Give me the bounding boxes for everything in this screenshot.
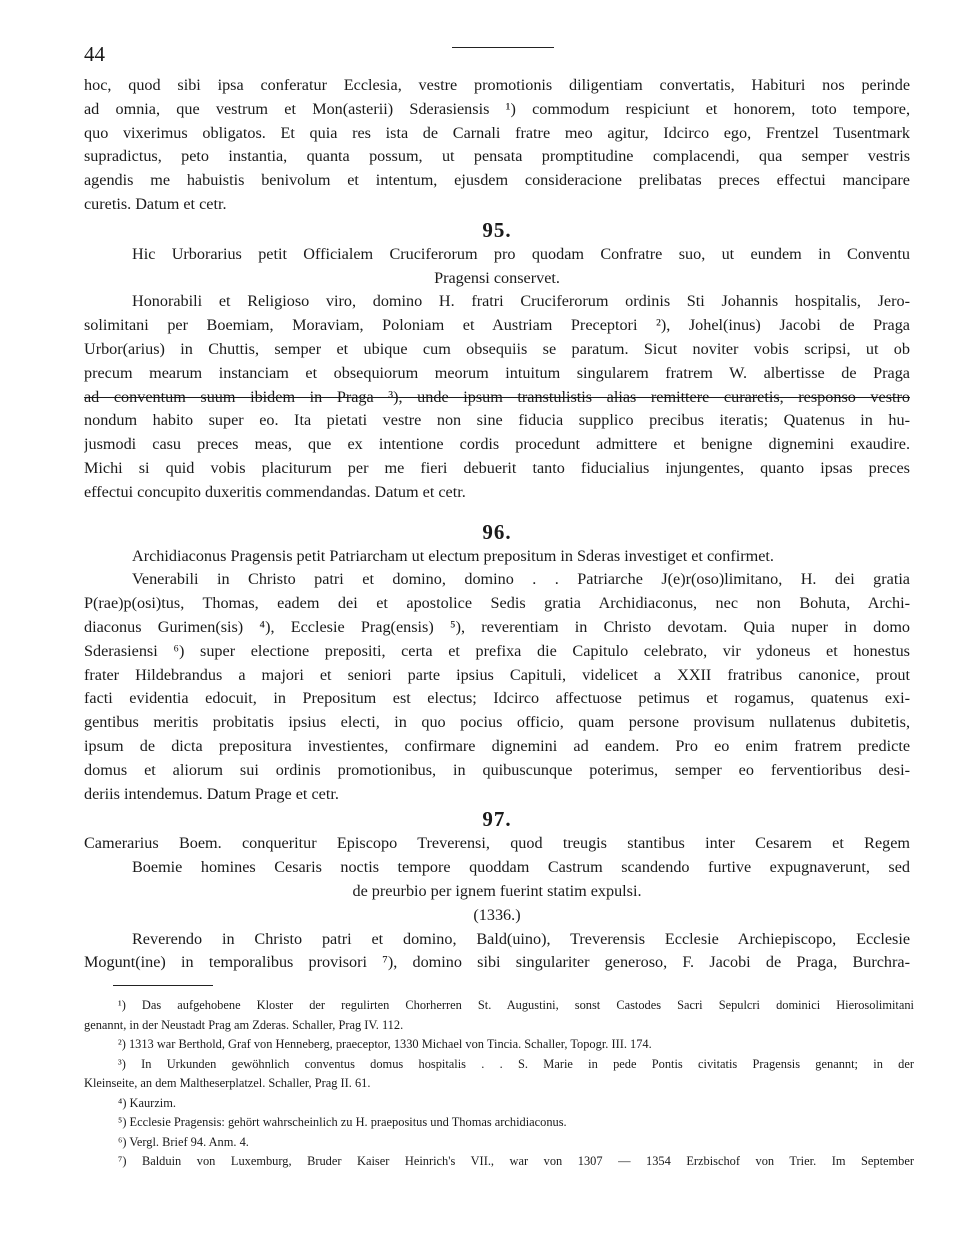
text-line: frater Hildebrandus a majori et seniori parte ipsius Capituli, videlicet a XXII fratribus canonice, prout — [84, 665, 910, 684]
footnote-line: ¹) Das aufgehobene Kloster der regulirten Chorherren St. Augustini, sonst Castodes Sacri Sepulcri dominici Hierosolimitani — [118, 998, 914, 1012]
text-line: Michi si quid vobis placiturum per me fieri debuerit tanto fiducialius injungentes, quanto ipsas preces — [84, 458, 910, 477]
text-line: nondum habito super eo. Ita pietati vestre non sine fiducia supplico precibus iteratis; Quatenus in hu- — [84, 411, 910, 430]
text-line: Honorabili et Religioso viro, domino H. fratri Cruciferorum ordinis Sti Johannis hospitalis, Jero- — [132, 292, 910, 311]
text-line: supradictus, peto instantia, quanta possum, ut pensata promptitudine complacendi, qua semper vestris — [84, 147, 910, 166]
letter-96 — [84, 519, 910, 807]
footnote-line: ⁶) Vergl. Brief 94. Anm. 4. — [118, 1134, 249, 1149]
text-line: hoc, quod sibi ipsa conferatur Ecclesia, vestre promotionis diligentiam convertatis, Habituri nos perinde — [84, 76, 910, 94]
footnotes — [84, 996, 914, 1172]
page-number: 44 — [84, 42, 105, 66]
footnote-line: ⁵) Ecclesie Pragensis: gehört wahrscheinlich zu H. praepositus und Thomas archidiaconus. — [118, 1115, 567, 1129]
letter-title: Archidiaconus Pragensis petit Patriarcham ut electum prepositum in Sderas investiget et confirmet. — [132, 546, 774, 565]
letter-title: Camerarius Boem. conqueritur Episcopo Treverensi, quod treugis stantibus inter Cesarem et Regem — [84, 834, 910, 853]
text-line: effectui concupito duxeritis commendandas. Datum et cetr. — [84, 482, 466, 501]
text-line: domus et aliorum sui ordinis promotionibus, in quibuscunque poterimus, semper eo ferventioribus desi- — [84, 760, 910, 779]
text-line: curetis. Datum et cetr. — [84, 194, 227, 213]
text-line: Sderasiensi ⁶) super electione prepositi, certa et prefixa die Capitulo celebrato, vir ydoneus et honestus — [84, 641, 910, 660]
letter-year: (1336.) — [473, 905, 521, 924]
letter-title: Boemie homines Cesaris noctis tempore quoddam Castrum scandendo furtive expugnaverunt, sed — [132, 858, 910, 877]
text-line: agendis me habuistis benivolum et intentum, ejusdem consideracione prelibatas preces effectui mancipare — [84, 171, 910, 190]
letter-97 — [84, 806, 910, 975]
letter-title: Pragensi conservet. — [434, 268, 560, 287]
letter-95 — [84, 217, 910, 505]
text-line: solimitani per Boemiam, Moraviam, Poloniam et Austriam Preceptori ²), Johel(inus) Jacobi de Praga — [84, 316, 910, 335]
text-line: gentibus meritis probitatis ipsius electi, in quo pocius officio, quam persone provisum nullatenus dubitetis, — [84, 713, 910, 732]
main-text — [84, 74, 910, 975]
text-line: Venerabili in Christo patri et domino, domino . . Patriarche J(e)r(oso)limitano, H. dei gratia — [132, 570, 910, 589]
text-line: quo vixerimus obligatos. Et quia res ista de Carnali fratre meo agitur, Idcirco ego, Frentzel Tusentmark — [84, 123, 910, 142]
footnote-line: ³) In Urkunden gewöhnlich conventus domus hospitalis . . S. Marie in pede Pontis civitatis Pragensis genannt; in der — [118, 1056, 914, 1071]
struck-text-line: ad conventum suum ibidem in Praga ³), unde ipsum transtulistis alias remittere curaretis, responso vestro — [84, 387, 910, 406]
header-rule — [452, 47, 554, 48]
text-line: Urbor(arius) in Chuttis, semper et ubique cum obsequiis se paratum. Sicut noviter vobis scripsi, ut ob — [84, 339, 910, 358]
footnote-line: ²) 1313 war Berthold, Graf von Henneberg, praeceptor, 1330 Michael von Tincia. Schaller, Topogr. III. 174. — [118, 1037, 652, 1051]
letter-title: Hic Urborarius petit Officialem Cruciferorum pro quodam Confratre suo, ut eundem in Conventu — [132, 244, 910, 263]
text-line: ipsum de dicta prepositura investientes, confirmare dignemini ad eandem. Pro eo enim fratrem predicte — [84, 736, 910, 755]
text-line: deriis intendemus. Datum Prage et cetr. — [84, 784, 339, 803]
text-line: facti evidentia edocuit, in Prepositum est electus; Idcirco affectuose petimus et rogamus, quatenus exi- — [84, 689, 910, 708]
text-line: Mogunt(ine) in temporalibus provisori ⁷), domino sibi singulariter generoso, F. Jacobi de Praga, Burchra- — [84, 953, 910, 972]
letter-number: 96. — [482, 519, 512, 544]
text-line: Reverendo in Christo patri et domino, Bald(uino), Treverensis Ecclesie Archiepiscopo, Ecclesie — [132, 929, 910, 948]
footnote-line: ⁴) Kaurzim. — [118, 1095, 176, 1110]
letter-title: de preurbio per ignem fuerint statim expulsi. — [352, 881, 642, 900]
text-line: P(rae)p(osi)tus, Thomas, eadem dei et apostolice Sedis gratia Archidiaconus, nec non Bohuta, Archi- — [84, 594, 910, 613]
text-line: jusmodi casu preces meas, que ex intentione cordis procedunt admittere et benigne dignemini exaudire. — [84, 435, 910, 454]
text-line: diaconus Gurimen(sis) ⁴), Ecclesie Prag(ensis) ⁵), reverentiam in Christo devotam. Quia nuper in domo — [84, 617, 910, 636]
text-line: ad omnia, que vestrum et Mon(asterii) Sderasiensis ¹) commodum respiciunt et honorem, toto tempore, — [84, 99, 910, 118]
footnote-rule — [113, 985, 213, 986]
previous-letter-ending — [84, 74, 910, 217]
letter-number: 97. — [482, 807, 512, 832]
footnote-line: ⁷) Balduin von Luxemburg, Bruder Kaiser Heinrich's VII., war von 1307 — 1354 Erzbischof von Trier. Im September — [118, 1154, 914, 1168]
footnote-line: genannt, in der Neustadt Prag am Zderas. Schaller, Prag IV. 112. — [84, 1017, 404, 1032]
footnote-line: Kleinseite, an dem Maltheserplatzel. Schaller, Prag II. 61. — [84, 1076, 371, 1090]
text-line: precum mearum instanciam et obsequiorum meorum intuitum singularem fratrem W. albertisse de Praga — [84, 363, 910, 382]
letter-number: 95. — [482, 217, 512, 242]
